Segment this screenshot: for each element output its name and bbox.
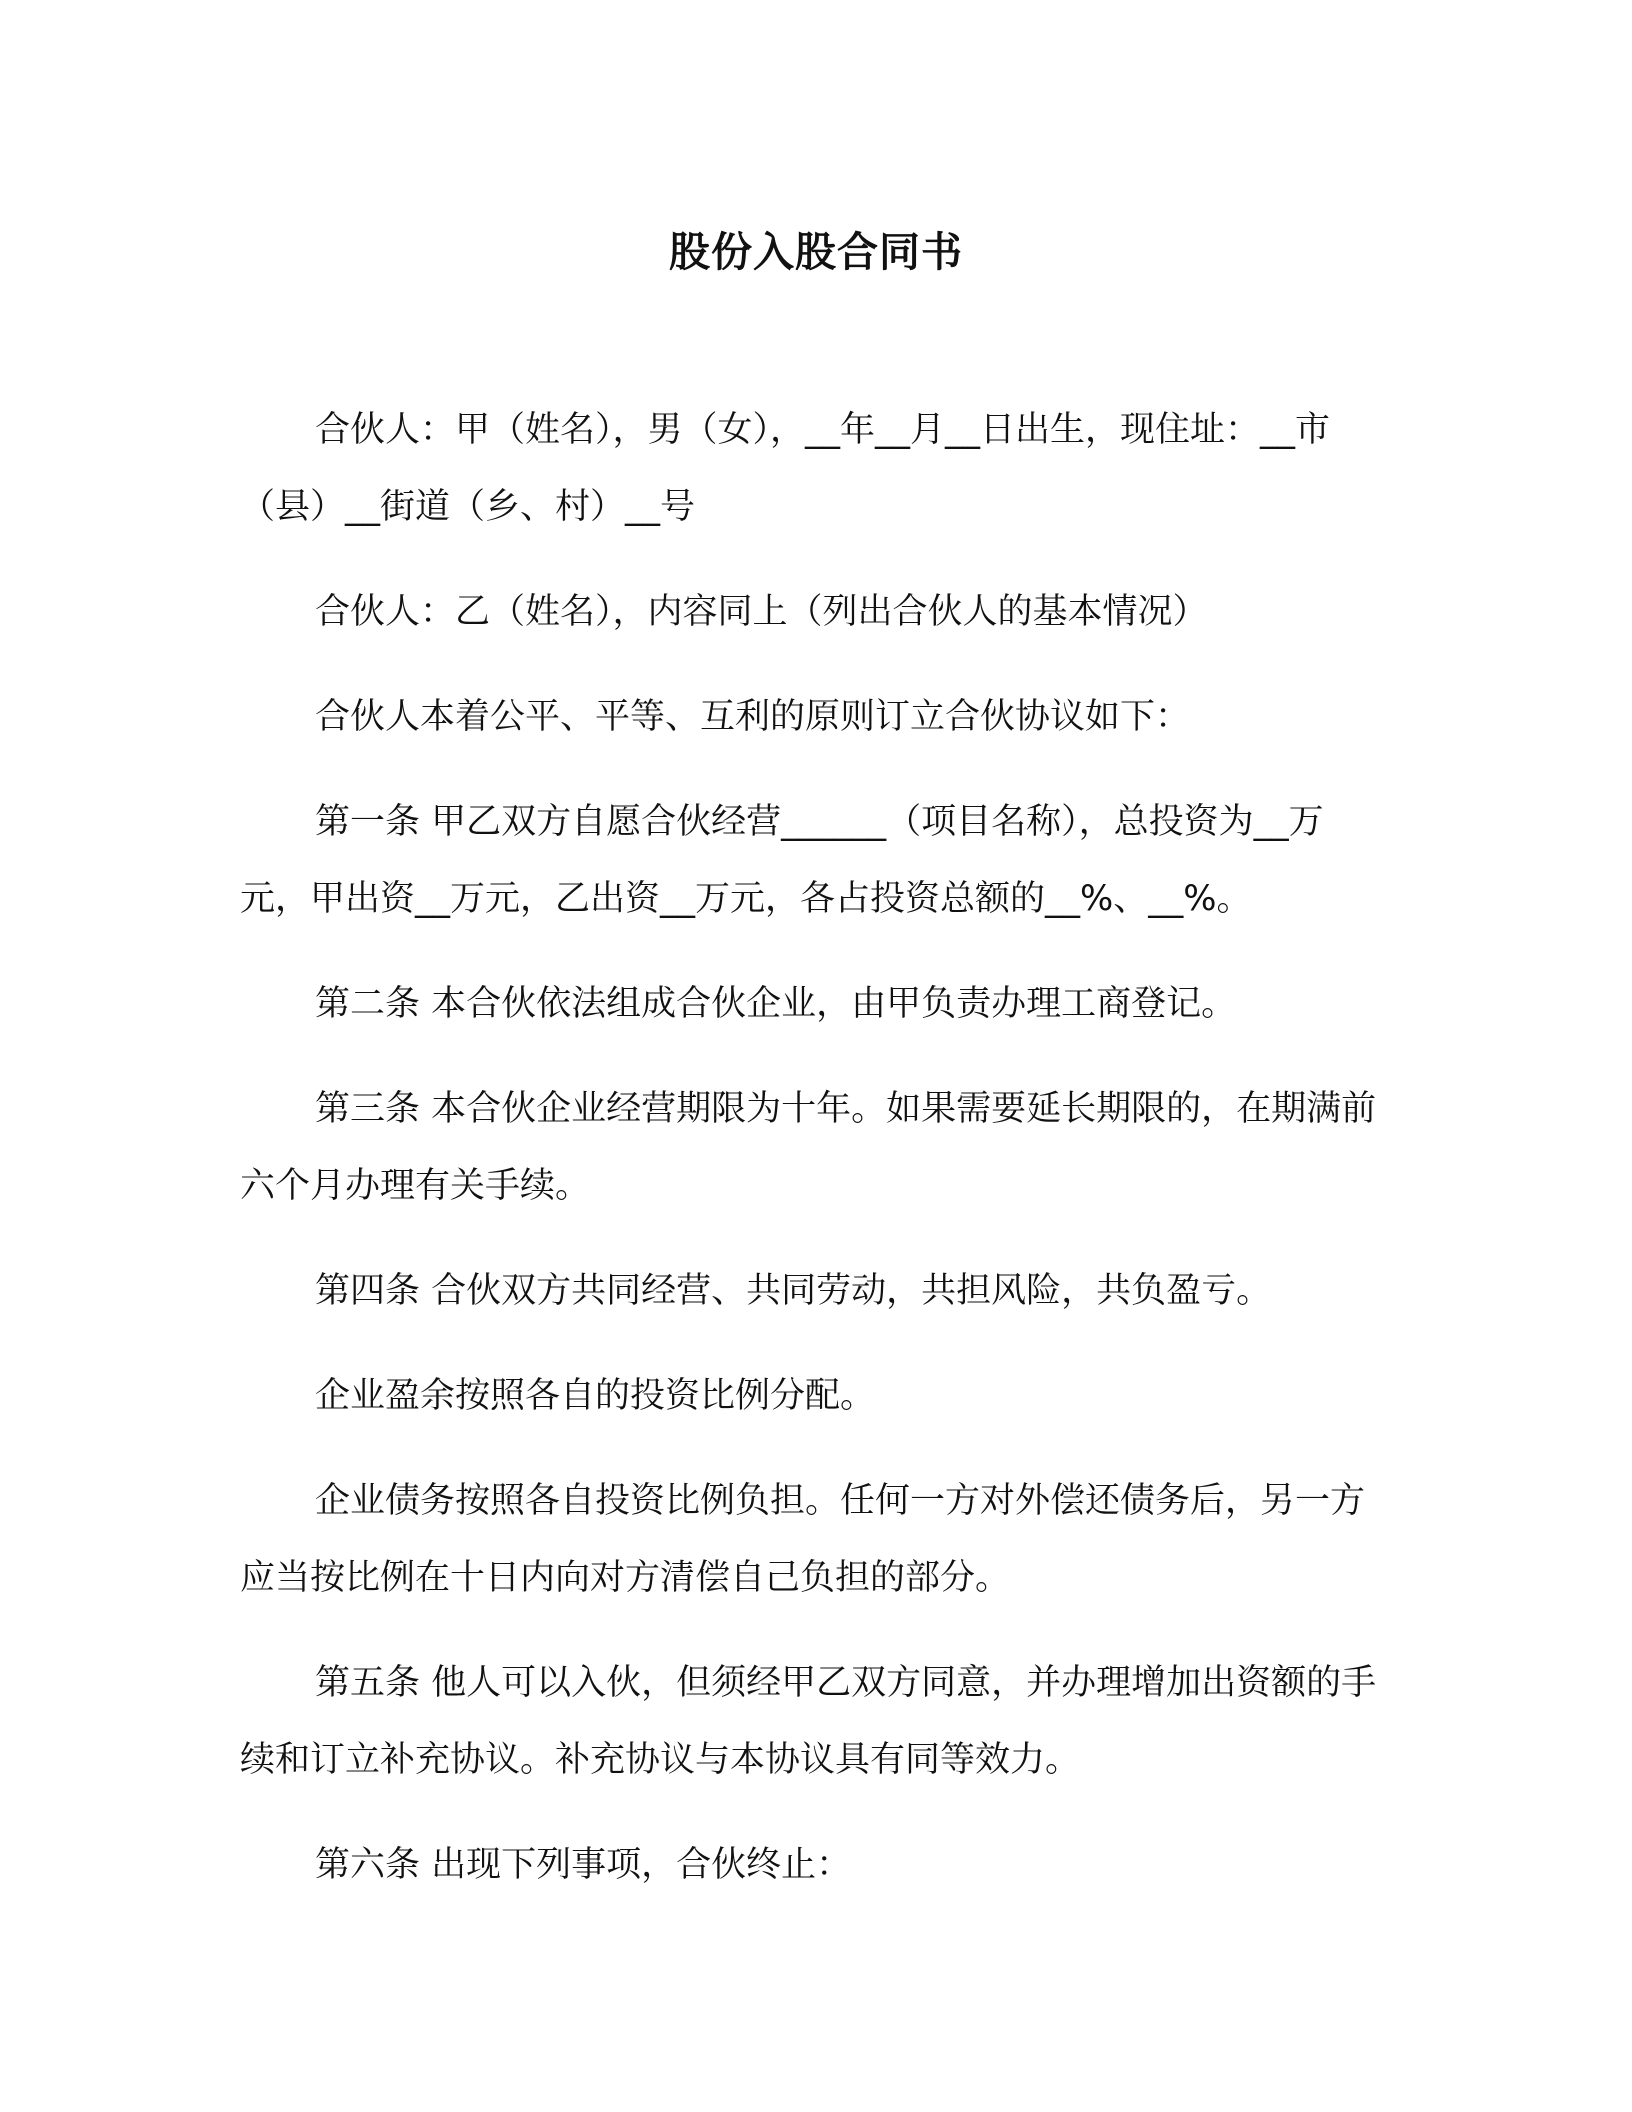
paragraph-debt-sharing: 企业债务按照各自投资比例负担。任何一方对外偿还债务后，另一方应当按比例在十日内向对方清偿自己负担的部分。 [240,1481,1366,1598]
document-body [240,392,1390,1932]
paragraph-article-5: 第五条 他人可以入伙，但须经甲乙双方同意，并办理增加出资额的手续和订立补充协议。补充协议与本协议具有同等效力。 [240,1663,1377,1780]
paragraph-article-1: 第一条 甲乙双方自愿合伙经营______（项目名称），总投资为__万元，甲出资__万元，乙出资__万元，各占投资总额的__%、__%。 [240,802,1324,919]
paragraph-article-3: 第三条 本合伙企业经营期限为十年。如果需要延长期限的，在期满前六个月办理有关手续。 [240,1089,1377,1206]
paragraph-partner-b: 合伙人：乙（姓名），内容同上（列出合伙人的基本情况） [315,592,1208,632]
paragraph-principle: 合伙人本着公平、平等、互利的原则订立合伙协议如下： [315,697,1191,737]
paragraph-article-6: 第六条 出现下列事项，合伙终止： [315,1845,852,1885]
paragraph-profit-distribution: 企业盈余按照各自的投资比例分配。 [315,1376,876,1416]
paragraph-article-2: 第二条 本合伙依法组成合伙企业，由甲负责办理工商登记。 [315,984,1237,1024]
paragraph-article-4: 第四条 合伙双方共同经营、共同劳动，共担风险，共负盈亏。 [315,1271,1272,1311]
document-title: 股份入股合同书 [669,228,963,276]
paragraph-partner-a: 合伙人：甲（姓名），男（女），__年__月__日出生，现住址：__市（县）__街道（乡、村）__号 [240,410,1331,527]
